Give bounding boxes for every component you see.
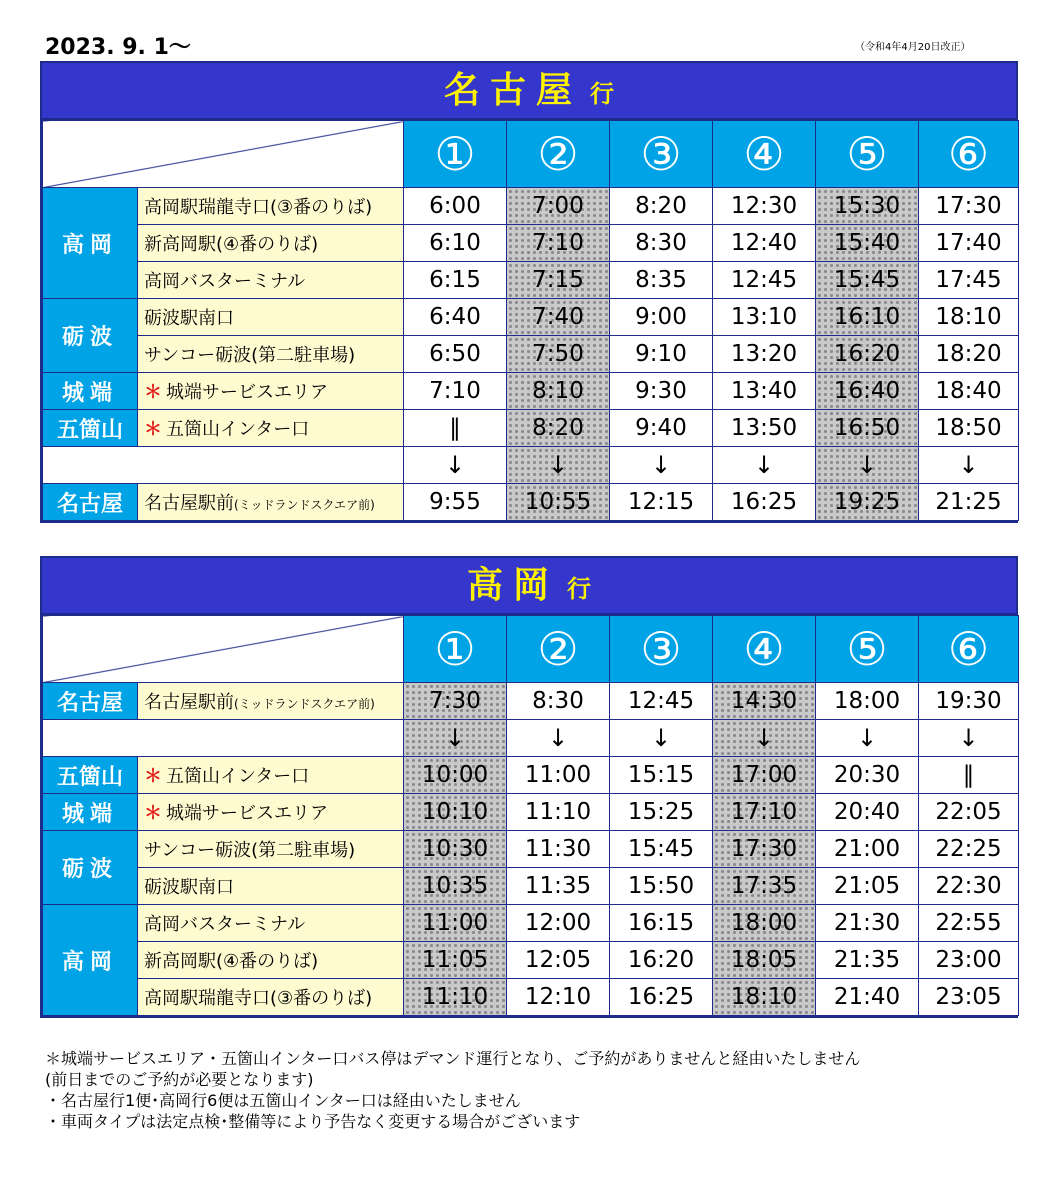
- departure-time-cell: 17:00: [713, 757, 816, 794]
- departure-time-cell: 23:00: [919, 942, 1019, 979]
- departure-time-cell: 16:25: [713, 484, 816, 521]
- timetable-row: [43, 410, 1019, 447]
- arrow-cell: ↓: [816, 447, 919, 484]
- arrow-cell: ↓: [404, 447, 507, 484]
- trip-number-header: ②: [507, 121, 610, 188]
- trip-number-header: ⑥: [919, 121, 1019, 188]
- departure-time-cell: 8:20: [507, 410, 610, 447]
- departure-time-cell: 17:45: [919, 262, 1019, 299]
- departure-time-cell: 8:35: [610, 262, 713, 299]
- departure-time-cell: 15:50: [610, 868, 713, 905]
- timetable-row: [43, 868, 1019, 905]
- arrow-cell: ↓: [507, 447, 610, 484]
- departure-time-cell: 6:10: [404, 225, 507, 262]
- departure-time-cell: 12:45: [713, 262, 816, 299]
- nagoya-bound-title: [42, 63, 1016, 120]
- stop-name: サンコー砺波(第二駐車場): [144, 840, 356, 861]
- region-cell: 高岡: [43, 905, 138, 1016]
- departure-time-cell: 12:00: [507, 905, 610, 942]
- departure-time-cell: 16:15: [610, 905, 713, 942]
- arrow-cell: ↓: [610, 720, 713, 757]
- departure-time-cell: 7:10: [404, 373, 507, 410]
- departure-time-cell: 13:10: [713, 299, 816, 336]
- timetable-row: [43, 484, 1019, 521]
- departure-time-cell: 22:30: [919, 868, 1019, 905]
- departure-time-cell: 11:00: [404, 905, 507, 942]
- trip-number-header: ②: [507, 616, 610, 683]
- departure-time-cell: 18:10: [919, 299, 1019, 336]
- stop-name-suffix: (ミッドランドスクエア前): [234, 697, 375, 711]
- timetable-row: [43, 831, 1019, 868]
- revision-note: （令和4年4月20日改正）: [855, 42, 971, 53]
- departure-time-cell: 20:40: [816, 794, 919, 831]
- departure-time-cell: 12:15: [610, 484, 713, 521]
- departure-time-cell: 12:05: [507, 942, 610, 979]
- footnotes: [45, 1048, 860, 1132]
- departure-time-cell: 8:20: [610, 188, 713, 225]
- departure-time-cell: 10:00: [404, 757, 507, 794]
- stop-name: 高岡駅瑞龍寺口(③番のりば): [144, 197, 373, 218]
- trip-number-header: ⑥: [919, 616, 1019, 683]
- departure-time-cell: 9:55: [404, 484, 507, 521]
- trip-number-header: ④: [713, 616, 816, 683]
- trip-number-header: ③: [610, 121, 713, 188]
- departure-time-cell: 16:10: [816, 299, 919, 336]
- departure-time-cell: 18:00: [713, 905, 816, 942]
- stop-name-cell: [138, 868, 404, 905]
- departure-time-cell: 21:35: [816, 942, 919, 979]
- departure-time-cell: 8:30: [610, 225, 713, 262]
- timetable-row: [43, 225, 1019, 262]
- departure-time-cell: 18:20: [919, 336, 1019, 373]
- demand-stop-icon: ＊: [144, 382, 162, 403]
- demand-stop-icon: ＊: [144, 419, 162, 440]
- arrow-cell: ↓: [816, 720, 919, 757]
- departure-time-cell: 17:30: [919, 188, 1019, 225]
- footnote: ・名古屋行1便･高岡行6便は五箇山インター口は経由いたしません: [45, 1091, 521, 1110]
- departure-time-cell: 16:25: [610, 979, 713, 1016]
- departure-time-cell: 16:50: [816, 410, 919, 447]
- departure-time-cell: 7:15: [507, 262, 610, 299]
- footnote: ・車両タイプは法定点検･整備等により予告なく変更する場合がございます: [45, 1112, 581, 1131]
- arrow-cell: ↓: [919, 720, 1019, 757]
- footnote: (前日までのご予約が必要となります): [45, 1070, 314, 1089]
- trip-number-header: ⑤: [816, 121, 919, 188]
- departure-time-cell: 9:00: [610, 299, 713, 336]
- departure-time-cell: 9:40: [610, 410, 713, 447]
- departure-time-cell: 6:15: [404, 262, 507, 299]
- arrow-cell: ↓: [610, 447, 713, 484]
- stop-name-cell: [138, 683, 404, 720]
- stop-name-cell: [138, 188, 404, 225]
- timetable-row: [43, 336, 1019, 373]
- departure-time-cell: 13:50: [713, 410, 816, 447]
- departure-time-cell: 11:05: [404, 942, 507, 979]
- region-cell: 城端: [43, 794, 138, 831]
- region-cell: 名古屋: [43, 484, 138, 521]
- trip-number-header: ①: [404, 121, 507, 188]
- stop-name: サンコー砺波(第二駐車場): [144, 345, 356, 366]
- timetable-row: [43, 447, 1019, 484]
- timetable-row: [43, 373, 1019, 410]
- stop-name-cell: [138, 757, 404, 794]
- departure-time-cell: 12:45: [610, 683, 713, 720]
- departure-time-cell: 18:00: [816, 683, 919, 720]
- departure-time-cell: 10:30: [404, 831, 507, 868]
- departure-time-cell: 7:40: [507, 299, 610, 336]
- departure-time-cell: 15:45: [610, 831, 713, 868]
- takaoka-bound-title-suffix: 行: [567, 575, 591, 603]
- departure-time-cell: 9:30: [610, 373, 713, 410]
- stop-name: 城端サービスエリア: [166, 382, 328, 403]
- blank-cell: [43, 720, 404, 757]
- timetable-row: [43, 683, 1019, 720]
- departure-time-cell: 21:00: [816, 831, 919, 868]
- departure-time-cell: 14:30: [713, 683, 816, 720]
- departure-time-cell: 11:35: [507, 868, 610, 905]
- departure-time-cell: 16:40: [816, 373, 919, 410]
- header-diagonal-cell: [43, 121, 404, 188]
- departure-time-cell: 12:30: [713, 188, 816, 225]
- stop-name-cell: [138, 299, 404, 336]
- timetable-row: [43, 905, 1019, 942]
- departure-time-cell: 8:30: [507, 683, 610, 720]
- effective-date: 2023. 9. 1～: [45, 35, 191, 60]
- departure-time-cell: 6:40: [404, 299, 507, 336]
- takaoka-bound-title-main: 高岡: [466, 565, 559, 606]
- stop-name-cell: [138, 979, 404, 1016]
- stop-name: 高岡バスターミナル: [144, 271, 306, 292]
- departure-time-cell: 10:10: [404, 794, 507, 831]
- departure-time-cell: 7:30: [404, 683, 507, 720]
- demand-stop-icon: ＊: [144, 766, 162, 787]
- departure-time-cell: 10:55: [507, 484, 610, 521]
- departure-time-cell: 18:40: [919, 373, 1019, 410]
- trip-number-header: ⑤: [816, 616, 919, 683]
- takaoka-bound-title: [42, 558, 1016, 615]
- departure-time-cell: 19:25: [816, 484, 919, 521]
- arrow-cell: ↓: [507, 720, 610, 757]
- arrow-cell: ↓: [713, 720, 816, 757]
- stop-name: 城端サービスエリア: [166, 803, 328, 824]
- stop-name-cell: [138, 905, 404, 942]
- stop-name: 高岡駅瑞龍寺口(③番のりば): [144, 988, 373, 1009]
- timetable-row: [43, 188, 1019, 225]
- departure-time-cell: 21:05: [816, 868, 919, 905]
- stop-name: 高岡バスターミナル: [144, 914, 306, 935]
- region-cell: 五箇山: [43, 757, 138, 794]
- stop-name-suffix: (ミッドランドスクエア前): [234, 498, 375, 512]
- trip-number-header: ④: [713, 121, 816, 188]
- stop-name-cell: [138, 373, 404, 410]
- stop-name: 五箇山インター口: [166, 419, 310, 440]
- stop-name-cell: [138, 942, 404, 979]
- blank-cell: [43, 447, 404, 484]
- arrow-cell: ↓: [713, 447, 816, 484]
- nagoya-bound-table: [42, 120, 1019, 521]
- departure-time-cell: 22:25: [919, 831, 1019, 868]
- nagoya-bound-title-suffix: 行: [590, 80, 614, 108]
- nagoya-bound-title-main: 名古屋: [443, 70, 582, 111]
- stop-name: 名古屋駅前: [144, 692, 234, 713]
- departure-time-cell: 11:00: [507, 757, 610, 794]
- departure-time-cell: 7:10: [507, 225, 610, 262]
- departure-time-cell: 13:40: [713, 373, 816, 410]
- departure-time-cell: 22:05: [919, 794, 1019, 831]
- departure-time-cell: 7:50: [507, 336, 610, 373]
- stop-name-cell: [138, 336, 404, 373]
- stop-name: 五箇山インター口: [166, 766, 310, 787]
- departure-time-cell: 18:05: [713, 942, 816, 979]
- stop-name-cell: [138, 484, 404, 521]
- arrow-cell: ↓: [404, 720, 507, 757]
- departure-time-cell: 15:45: [816, 262, 919, 299]
- header-diagonal-cell: [43, 616, 404, 683]
- departure-time-cell: 11:30: [507, 831, 610, 868]
- departure-time-cell: 23:05: [919, 979, 1019, 1016]
- stop-name: 名古屋駅前: [144, 493, 234, 514]
- region-cell: 高岡: [43, 188, 138, 299]
- stop-name: 新高岡駅(④番のりば): [144, 951, 319, 972]
- takaoka-bound-table: [42, 615, 1019, 1016]
- nagoya-bound-timetable: [40, 61, 1018, 523]
- departure-time-cell: 16:20: [610, 942, 713, 979]
- timetable-row: [43, 262, 1019, 299]
- stop-name: 砺波駅南口: [144, 877, 234, 898]
- stop-name-cell: [138, 262, 404, 299]
- departure-time-cell: ‖: [919, 757, 1019, 794]
- departure-time-cell: 13:20: [713, 336, 816, 373]
- trip-number-header: ①: [404, 616, 507, 683]
- departure-time-cell: 21:40: [816, 979, 919, 1016]
- departure-time-cell: 21:30: [816, 905, 919, 942]
- departure-time-cell: 22:55: [919, 905, 1019, 942]
- departure-time-cell: 15:40: [816, 225, 919, 262]
- departure-time-cell: 15:25: [610, 794, 713, 831]
- region-cell: 名古屋: [43, 683, 138, 720]
- stop-name-cell: [138, 831, 404, 868]
- departure-time-cell: 11:10: [404, 979, 507, 1016]
- trip-number-header: ③: [610, 616, 713, 683]
- stop-name-cell: [138, 225, 404, 262]
- departure-time-cell: 17:30: [713, 831, 816, 868]
- timetable-row: [43, 794, 1019, 831]
- region-cell: 五箇山: [43, 410, 138, 447]
- departure-time-cell: 17:10: [713, 794, 816, 831]
- departure-time-cell: 8:10: [507, 373, 610, 410]
- arrow-cell: ↓: [919, 447, 1019, 484]
- departure-time-cell: 6:50: [404, 336, 507, 373]
- stop-name: 新高岡駅(④番のりば): [144, 234, 319, 255]
- region-cell: 砺波: [43, 299, 138, 373]
- timetable-row: [43, 942, 1019, 979]
- departure-time-cell: 15:30: [816, 188, 919, 225]
- departure-time-cell: 11:10: [507, 794, 610, 831]
- departure-time-cell: 6:00: [404, 188, 507, 225]
- timetable-row: [43, 720, 1019, 757]
- timetable-row: [43, 757, 1019, 794]
- departure-time-cell: 18:50: [919, 410, 1019, 447]
- stop-name-cell: [138, 410, 404, 447]
- timetable-row: [43, 299, 1019, 336]
- region-cell: 砺波: [43, 831, 138, 905]
- departure-time-cell: 12:10: [507, 979, 610, 1016]
- departure-time-cell: 15:15: [610, 757, 713, 794]
- departure-time-cell: 7:00: [507, 188, 610, 225]
- departure-time-cell: 10:35: [404, 868, 507, 905]
- departure-time-cell: 17:40: [919, 225, 1019, 262]
- departure-time-cell: ‖: [404, 410, 507, 447]
- demand-stop-icon: ＊: [144, 803, 162, 824]
- departure-time-cell: 21:25: [919, 484, 1019, 521]
- region-cell: 城端: [43, 373, 138, 410]
- departure-time-cell: 19:30: [919, 683, 1019, 720]
- departure-time-cell: 16:20: [816, 336, 919, 373]
- footnote: ＊城端サービスエリア・五箇山インター口バス停はデマンド運行となり、ご予約がありませんと経由いたしません: [45, 1049, 861, 1068]
- takaoka-bound-timetable: [40, 556, 1018, 1018]
- departure-time-cell: 20:30: [816, 757, 919, 794]
- stop-name-cell: [138, 794, 404, 831]
- departure-time-cell: 9:10: [610, 336, 713, 373]
- departure-time-cell: 12:40: [713, 225, 816, 262]
- departure-time-cell: 18:10: [713, 979, 816, 1016]
- departure-time-cell: 17:35: [713, 868, 816, 905]
- timetable-row: [43, 979, 1019, 1016]
- stop-name: 砺波駅南口: [144, 308, 234, 329]
